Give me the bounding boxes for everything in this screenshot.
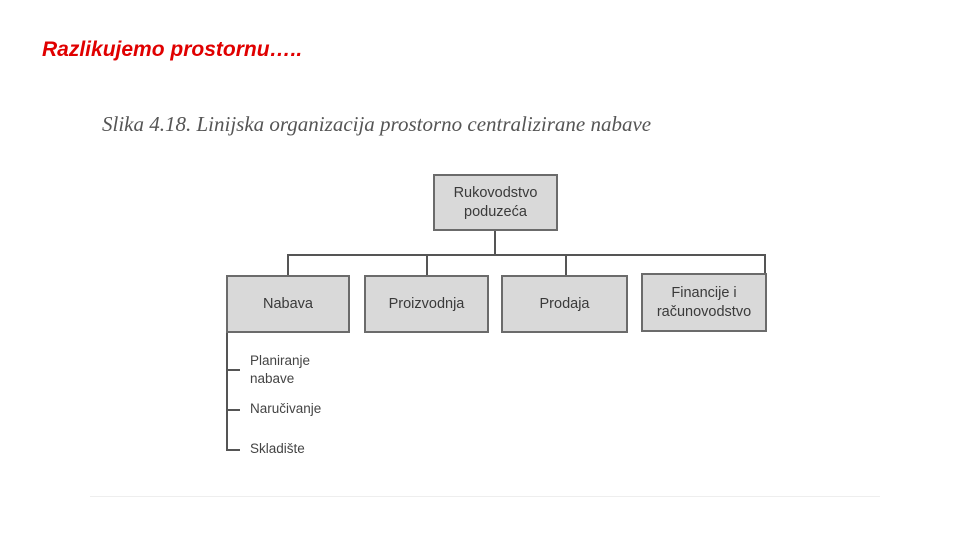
subtree-tick-2 xyxy=(226,409,240,411)
department-box-financije xyxy=(641,273,767,332)
department-box-nabava xyxy=(226,275,350,333)
connector-drop-1 xyxy=(287,254,289,275)
top-node-box xyxy=(433,174,558,231)
subtree-vertical xyxy=(226,333,228,451)
org-chart-figure xyxy=(90,100,880,500)
department-box-proizvodnja xyxy=(364,275,489,333)
department-label: Nabava xyxy=(263,295,313,312)
top-node-label: Rukovodstvo poduzeća xyxy=(453,185,538,220)
connector-drop-2 xyxy=(426,254,428,275)
sub-item-narucivanje: Naručivanje xyxy=(250,401,322,416)
figure-caption: Slika 4.18. Linijska organizacija prostorno centralizirane nabave xyxy=(102,112,652,136)
connector-drop-4 xyxy=(764,254,766,275)
department-label: Financije i računovodstvo xyxy=(656,285,752,320)
sub-item-skladiste: Skladište xyxy=(250,441,305,456)
sub-item-planiranje: Planiranje nabave xyxy=(250,353,311,386)
department-label: Prodaja xyxy=(539,295,590,312)
department-box-prodaja xyxy=(501,275,628,333)
subtree-tick-3 xyxy=(226,449,240,451)
slide-title: Razlikujemo prostornu….. xyxy=(42,38,303,61)
subtree-tick-1 xyxy=(226,369,240,371)
department-label: Proizvodnja xyxy=(388,295,465,312)
figure-bottom-rule xyxy=(90,496,880,497)
connector-horizontal xyxy=(287,254,766,256)
connector-drop-3 xyxy=(565,254,567,275)
connector-top-vertical xyxy=(494,231,496,255)
